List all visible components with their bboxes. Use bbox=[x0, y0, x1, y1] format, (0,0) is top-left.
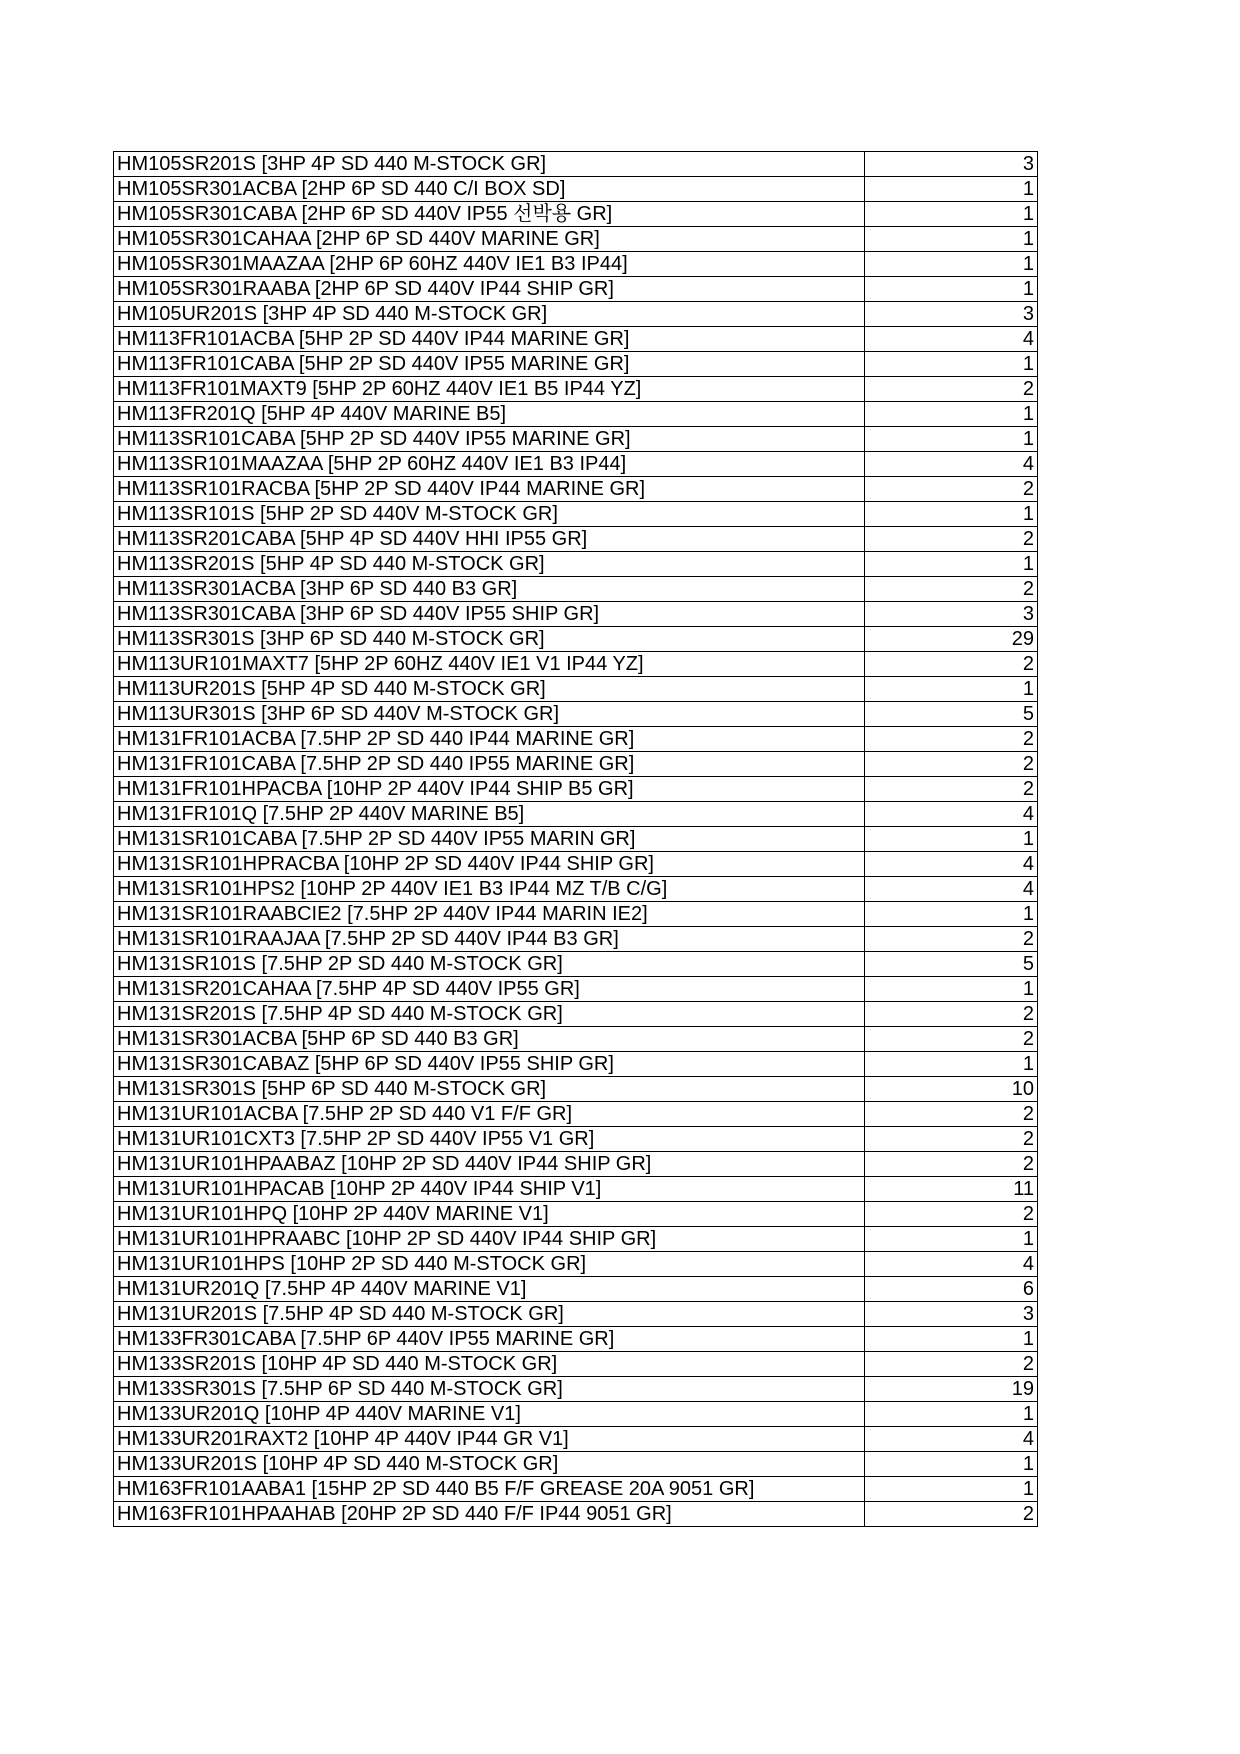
item-quantity-cell: 1 bbox=[865, 502, 1038, 527]
table-row bbox=[114, 527, 1038, 552]
table-row bbox=[114, 1502, 1038, 1527]
table-row bbox=[114, 802, 1038, 827]
item-description-cell: HM105SR301CAHAA [2HP 6P SD 440V MARINE GR] bbox=[114, 227, 865, 252]
item-description-cell: HM105SR301ACBA [2HP 6P SD 440 C/I BOX SD] bbox=[114, 177, 865, 202]
item-quantity-cell: 5 bbox=[865, 702, 1038, 727]
table-row bbox=[114, 902, 1038, 927]
table-row bbox=[114, 277, 1038, 302]
item-quantity-cell: 4 bbox=[865, 452, 1038, 477]
table-row bbox=[114, 827, 1038, 852]
table-row bbox=[114, 702, 1038, 727]
table-row bbox=[114, 1277, 1038, 1302]
item-quantity-cell: 1 bbox=[865, 977, 1038, 1002]
item-description-cell: HM131FR101CABA [7.5HP 2P SD 440 IP55 MARINE GR] bbox=[114, 752, 865, 777]
item-quantity-cell: 2 bbox=[865, 652, 1038, 677]
item-quantity-cell: 2 bbox=[865, 1152, 1038, 1177]
table-row bbox=[114, 877, 1038, 902]
item-description-cell: HM105SR301MAAZAA [2HP 6P 60HZ 440V IE1 B3 IP44] bbox=[114, 252, 865, 277]
table-row bbox=[114, 1402, 1038, 1427]
item-quantity-cell: 2 bbox=[865, 752, 1038, 777]
item-quantity-cell: 19 bbox=[865, 1377, 1038, 1402]
item-description-cell: HM113SR301S [3HP 6P SD 440 M-STOCK GR] bbox=[114, 627, 865, 652]
table-row bbox=[114, 1327, 1038, 1352]
item-quantity-cell: 4 bbox=[865, 852, 1038, 877]
item-quantity-cell: 2 bbox=[865, 377, 1038, 402]
item-quantity-cell: 1 bbox=[865, 427, 1038, 452]
table-row bbox=[114, 1152, 1038, 1177]
table-row bbox=[114, 402, 1038, 427]
item-quantity-cell: 1 bbox=[865, 227, 1038, 252]
item-quantity-cell: 2 bbox=[865, 1102, 1038, 1127]
item-description-cell: HM113FR101CABA [5HP 2P SD 440V IP55 MARINE GR] bbox=[114, 352, 865, 377]
item-description-cell: HM113SR101CABA [5HP 2P SD 440V IP55 MARINE GR] bbox=[114, 427, 865, 452]
table-row bbox=[114, 552, 1038, 577]
item-description-cell: HM133UR201RAXT2 [10HP 4P 440V IP44 GR V1] bbox=[114, 1427, 865, 1452]
table-row bbox=[114, 1477, 1038, 1502]
item-quantity-cell: 3 bbox=[865, 1302, 1038, 1327]
table-row bbox=[114, 777, 1038, 802]
item-quantity-cell: 1 bbox=[865, 1402, 1038, 1427]
item-quantity-cell: 1 bbox=[865, 352, 1038, 377]
item-quantity-cell: 2 bbox=[865, 477, 1038, 502]
item-quantity-cell: 4 bbox=[865, 1252, 1038, 1277]
item-description-cell: HM163FR101AABA1 [15HP 2P SD 440 B5 F/F GREASE 20A 9051 GR] bbox=[114, 1477, 865, 1502]
table-row bbox=[114, 1302, 1038, 1327]
table-row bbox=[114, 727, 1038, 752]
item-quantity-cell: 2 bbox=[865, 1027, 1038, 1052]
item-description-cell: HM131SR101HPS2 [10HP 2P 440V IE1 B3 IP44 MZ T/B C/G] bbox=[114, 877, 865, 902]
table-row bbox=[114, 1252, 1038, 1277]
item-description-cell: HM113FR101MAXT9 [5HP 2P 60HZ 440V IE1 B5 IP44 YZ] bbox=[114, 377, 865, 402]
item-quantity-cell: 6 bbox=[865, 1277, 1038, 1302]
item-description-cell: HM113SR201S [5HP 4P SD 440 M-STOCK GR] bbox=[114, 552, 865, 577]
item-description-cell: HM113SR301ACBA [3HP 6P SD 440 B3 GR] bbox=[114, 577, 865, 602]
item-description-cell: HM113SR101S [5HP 2P SD 440V M-STOCK GR] bbox=[114, 502, 865, 527]
table-row bbox=[114, 177, 1038, 202]
item-description-cell: HM131SR201CAHAA [7.5HP 4P SD 440V IP55 GR] bbox=[114, 977, 865, 1002]
table-row bbox=[114, 652, 1038, 677]
item-description-cell: HM133SR301S [7.5HP 6P SD 440 M-STOCK GR] bbox=[114, 1377, 865, 1402]
item-quantity-cell: 2 bbox=[865, 1502, 1038, 1527]
item-quantity-cell: 1 bbox=[865, 677, 1038, 702]
item-quantity-cell: 2 bbox=[865, 1202, 1038, 1227]
item-description-cell: HM131UR201Q [7.5HP 4P 440V MARINE V1] bbox=[114, 1277, 865, 1302]
item-quantity-cell: 3 bbox=[865, 152, 1038, 177]
item-quantity-cell: 1 bbox=[865, 277, 1038, 302]
item-quantity-cell: 1 bbox=[865, 552, 1038, 577]
item-description-cell: HM131SR301CABAZ [5HP 6P SD 440V IP55 SHIP GR] bbox=[114, 1052, 865, 1077]
item-description-cell: HM131SR101CABA [7.5HP 2P SD 440V IP55 MARIN GR] bbox=[114, 827, 865, 852]
table-row bbox=[114, 952, 1038, 977]
table-row bbox=[114, 227, 1038, 252]
item-description-cell: HM131SR101HPRACBA [10HP 2P SD 440V IP44 SHIP GR] bbox=[114, 852, 865, 877]
item-quantity-cell: 1 bbox=[865, 252, 1038, 277]
table-row bbox=[114, 1102, 1038, 1127]
item-description-cell: HM105UR201S [3HP 4P SD 440 M-STOCK GR] bbox=[114, 302, 865, 327]
item-quantity-cell: 4 bbox=[865, 802, 1038, 827]
table-row bbox=[114, 427, 1038, 452]
item-description-cell: HM131SR101RAAJAA [7.5HP 2P SD 440V IP44 B3 GR] bbox=[114, 927, 865, 952]
item-quantity-cell: 2 bbox=[865, 777, 1038, 802]
item-description-cell: HM113SR101RACBA [5HP 2P SD 440V IP44 MARINE GR] bbox=[114, 477, 865, 502]
table-row bbox=[114, 1377, 1038, 1402]
item-quantity-cell: 3 bbox=[865, 602, 1038, 627]
table-row bbox=[114, 477, 1038, 502]
item-quantity-cell: 1 bbox=[865, 1477, 1038, 1502]
item-description-cell: HM131SR101S [7.5HP 2P SD 440 M-STOCK GR] bbox=[114, 952, 865, 977]
item-description-cell: HM131UR101HPS [10HP 2P SD 440 M-STOCK GR] bbox=[114, 1252, 865, 1277]
item-quantity-cell: 1 bbox=[865, 202, 1038, 227]
item-quantity-cell: 1 bbox=[865, 1227, 1038, 1252]
item-description-cell: HM133SR201S [10HP 4P SD 440 M-STOCK GR] bbox=[114, 1352, 865, 1377]
table-row bbox=[114, 252, 1038, 277]
item-description-cell: HM133UR201S [10HP 4P SD 440 M-STOCK GR] bbox=[114, 1452, 865, 1477]
item-description-cell: HM105SR201S [3HP 4P SD 440 M-STOCK GR] bbox=[114, 152, 865, 177]
table-row bbox=[114, 1027, 1038, 1052]
item-description-cell: HM131SR101RAABCIE2 [7.5HP 2P 440V IP44 MARIN IE2] bbox=[114, 902, 865, 927]
item-description-cell: HM131SR301ACBA [5HP 6P SD 440 B3 GR] bbox=[114, 1027, 865, 1052]
item-quantity-cell: 10 bbox=[865, 1077, 1038, 1102]
table-row bbox=[114, 1227, 1038, 1252]
item-quantity-cell: 1 bbox=[865, 1327, 1038, 1352]
item-quantity-cell: 4 bbox=[865, 327, 1038, 352]
table-row bbox=[114, 677, 1038, 702]
item-description-cell: HM131FR101ACBA [7.5HP 2P SD 440 IP44 MARINE GR] bbox=[114, 727, 865, 752]
item-description-cell: HM131SR301S [5HP 6P SD 440 M-STOCK GR] bbox=[114, 1077, 865, 1102]
item-quantity-cell: 2 bbox=[865, 1352, 1038, 1377]
item-description-cell: HM113UR201S [5HP 4P SD 440 M-STOCK GR] bbox=[114, 677, 865, 702]
table-row bbox=[114, 377, 1038, 402]
item-description-cell: HM113FR201Q [5HP 4P 440V MARINE B5] bbox=[114, 402, 865, 427]
item-quantity-cell: 1 bbox=[865, 177, 1038, 202]
item-description-cell: HM131UR101ACBA [7.5HP 2P SD 440 V1 F/F GR] bbox=[114, 1102, 865, 1127]
table-row bbox=[114, 577, 1038, 602]
item-description-cell: HM131SR201S [7.5HP 4P SD 440 M-STOCK GR] bbox=[114, 1002, 865, 1027]
table-row bbox=[114, 1427, 1038, 1452]
table-row bbox=[114, 352, 1038, 377]
item-quantity-cell: 2 bbox=[865, 527, 1038, 552]
item-quantity-cell: 2 bbox=[865, 577, 1038, 602]
item-quantity-cell: 1 bbox=[865, 827, 1038, 852]
table-row bbox=[114, 152, 1038, 177]
item-quantity-cell: 2 bbox=[865, 1002, 1038, 1027]
item-quantity-cell: 1 bbox=[865, 1052, 1038, 1077]
table-row bbox=[114, 1052, 1038, 1077]
item-quantity-cell: 1 bbox=[865, 402, 1038, 427]
table-row bbox=[114, 1002, 1038, 1027]
table-row bbox=[114, 202, 1038, 227]
item-quantity-cell: 5 bbox=[865, 952, 1038, 977]
item-description-cell: HM131UR101HPRAABC [10HP 2P SD 440V IP44 SHIP GR] bbox=[114, 1227, 865, 1252]
item-description-cell: HM131UR101CXT3 [7.5HP 2P SD 440V IP55 V1 GR] bbox=[114, 1127, 865, 1152]
item-description-cell: HM105SR301CABA [2HP 6P SD 440V IP55 선박용 GR] bbox=[114, 202, 865, 227]
table-row bbox=[114, 627, 1038, 652]
table-row bbox=[114, 852, 1038, 877]
item-quantity-cell: 3 bbox=[865, 302, 1038, 327]
item-description-cell: HM113SR101MAAZAA [5HP 2P 60HZ 440V IE1 B3 IP44] bbox=[114, 452, 865, 477]
item-description-cell: HM113SR201CABA [5HP 4P SD 440V HHI IP55 GR] bbox=[114, 527, 865, 552]
item-description-cell: HM131UR101HPAABAZ [10HP 2P SD 440V IP44 SHIP GR] bbox=[114, 1152, 865, 1177]
item-description-cell: HM133FR301CABA [7.5HP 6P 440V IP55 MARINE GR] bbox=[114, 1327, 865, 1352]
table-row bbox=[114, 927, 1038, 952]
item-description-cell: HM113UR301S [3HP 6P SD 440V M-STOCK GR] bbox=[114, 702, 865, 727]
table-row bbox=[114, 752, 1038, 777]
table-row bbox=[114, 1127, 1038, 1152]
table-row bbox=[114, 1077, 1038, 1102]
item-quantity-cell: 4 bbox=[865, 877, 1038, 902]
inventory-body bbox=[114, 152, 1038, 1527]
table-row bbox=[114, 302, 1038, 327]
table-row bbox=[114, 1177, 1038, 1202]
item-description-cell: HM163FR101HPAAHAB [20HP 2P SD 440 F/F IP44 9051 GR] bbox=[114, 1502, 865, 1527]
inventory-table bbox=[113, 151, 1038, 1527]
item-description-cell: HM113UR101MAXT7 [5HP 2P 60HZ 440V IE1 V1 IP44 YZ] bbox=[114, 652, 865, 677]
item-quantity-cell: 2 bbox=[865, 727, 1038, 752]
table-row bbox=[114, 602, 1038, 627]
table-row bbox=[114, 1352, 1038, 1377]
item-quantity-cell: 11 bbox=[865, 1177, 1038, 1202]
item-description-cell: HM131UR101HPQ [10HP 2P 440V MARINE V1] bbox=[114, 1202, 865, 1227]
item-description-cell: HM133UR201Q [10HP 4P 440V MARINE V1] bbox=[114, 1402, 865, 1427]
item-description-cell: HM113FR101ACBA [5HP 2P SD 440V IP44 MARINE GR] bbox=[114, 327, 865, 352]
item-quantity-cell: 2 bbox=[865, 927, 1038, 952]
item-description-cell: HM105SR301RAABA [2HP 6P SD 440V IP44 SHIP GR] bbox=[114, 277, 865, 302]
table-row bbox=[114, 502, 1038, 527]
table-row bbox=[114, 977, 1038, 1002]
item-description-cell: HM131UR201S [7.5HP 4P SD 440 M-STOCK GR] bbox=[114, 1302, 865, 1327]
item-quantity-cell: 29 bbox=[865, 627, 1038, 652]
item-description-cell: HM131UR101HPACAB [10HP 2P 440V IP44 SHIP V1] bbox=[114, 1177, 865, 1202]
item-quantity-cell: 1 bbox=[865, 1452, 1038, 1477]
item-quantity-cell: 4 bbox=[865, 1427, 1038, 1452]
item-quantity-cell: 2 bbox=[865, 1127, 1038, 1152]
table-row bbox=[114, 327, 1038, 352]
item-description-cell: HM113SR301CABA [3HP 6P SD 440V IP55 SHIP GR] bbox=[114, 602, 865, 627]
item-description-cell: HM131FR101Q [7.5HP 2P 440V MARINE B5] bbox=[114, 802, 865, 827]
table-row bbox=[114, 1452, 1038, 1477]
item-description-cell: HM131FR101HPACBA [10HP 2P 440V IP44 SHIP B5 GR] bbox=[114, 777, 865, 802]
table-row bbox=[114, 452, 1038, 477]
table-row bbox=[114, 1202, 1038, 1227]
item-quantity-cell: 1 bbox=[865, 902, 1038, 927]
